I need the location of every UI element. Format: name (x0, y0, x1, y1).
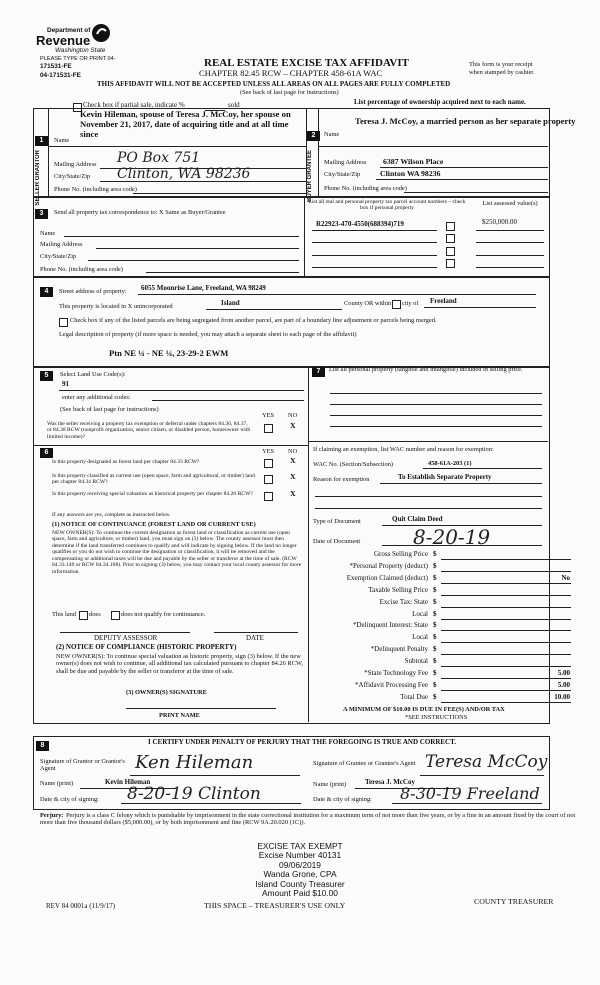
forest-question: Is this property designated as forest land per chapter 84.33 RCW? (52, 459, 200, 465)
segregated-checkbox[interactable] (59, 318, 68, 327)
stamp-line: Excise Number 40131 (258, 850, 342, 861)
personal-prop-checkbox-2[interactable] (446, 234, 455, 243)
section-5-badge: 5 (40, 371, 53, 381)
form-title: REAL ESTATE EXCISE TAX AFFIDAVIT (204, 57, 409, 69)
fee-label: Gross Selling Price (373, 550, 428, 558)
legal-label: Legal description of property (if more space is needed, you may attach a separate sheet to each page of the affidavit) (59, 331, 357, 338)
seller-name-value[interactable]: Kevin Hileman, spouse of Teresa J. McCoy, her spouse on November 21, 2017, date of acquiring title and at all time since (80, 109, 291, 139)
dept-of-text: Department of (47, 27, 91, 34)
rev-number: REV 84 0001a (11/9/17) (46, 902, 116, 910)
state-text: Washington State (55, 47, 106, 54)
section-3-badge: 3 (35, 209, 48, 219)
does-label: does (89, 611, 101, 618)
form-chapter: CHAPTER 82.45 RCW – CHAPTER 458-61A WAC (199, 68, 383, 78)
land-use-value[interactable]: 91 (62, 380, 69, 388)
grantor-signature[interactable]: Ken Hileman (135, 752, 254, 773)
buyer-name-label: Name (324, 131, 340, 138)
grantee-signature[interactable]: Teresa McCoy (425, 752, 548, 772)
fee-dollar-sign: $ (433, 645, 437, 654)
buyer-city-value[interactable]: Clinton WA 98236 (380, 169, 441, 178)
fee-value[interactable]: No (561, 573, 570, 582)
fee-dollar-sign: $ (433, 669, 437, 677)
minimum-due-note: A MINIMUM OF $10.00 IS DUE IN FEE(S) AND/OR TAX (343, 706, 505, 713)
exemption-yes-checkbox[interactable] (264, 424, 273, 433)
s6-yes-header: YES (262, 448, 275, 455)
does-checkbox[interactable] (79, 611, 88, 620)
grantee-name[interactable]: Teresa J. McCoy (365, 778, 415, 786)
wac-value[interactable]: 458-61A-203 (1) (428, 460, 472, 467)
historic-yes-checkbox[interactable] (264, 492, 273, 501)
personal-prop-checkbox-1[interactable] (446, 222, 455, 231)
s3-phone-label: Phone No. (including area code) (40, 266, 123, 273)
buyer-phone-label: Phone No. (including area code) (324, 185, 407, 192)
s5-see-back: (See back of last page for instructions) (60, 406, 159, 413)
does-not-checkbox[interactable] (111, 611, 120, 620)
revenue-logo-text: Revenue (36, 33, 91, 48)
reason-label: Reason for exemption (313, 476, 370, 483)
fee-label: Local (412, 633, 428, 642)
current-use-yes-checkbox[interactable] (264, 475, 273, 484)
if-yes-note: If any answers are yes, complete as instructed below. (52, 512, 171, 518)
fee-label: *Affidavit Processing Fee (355, 680, 428, 689)
fee-label: Local (412, 609, 428, 618)
fee-dollar-sign: $ (433, 692, 437, 701)
treasurer-stamp (200, 842, 400, 899)
notice1-body: NEW OWNER(S): To continue the current designation as forest land or classification as current use (open space, farm and agriculture, or timber) land, you must sign on (3) below. The county assessor must then determine if the land transferred continues to qualify and will indicate by signing below. If the land no longer qualifies or you do not wish to continue the designation or classification, it will be removed and the compensating or additional taxes will be due and payable by the seller or transferor at the time of sale. (RCW 84.33.140 or RCW 84.34.108). Prior to signing (3) below, you may contact your local county assessor for more information. (52, 530, 302, 575)
send-correspondence-label: Send all property tax correspondence to: X Same as Buyer/Grantee (54, 209, 226, 216)
form-code-2: 04-171531-FE (40, 72, 81, 79)
see-instructions-note: *SEE INSTRUCTIONS (405, 714, 468, 721)
parcel-header: List all real and personal property tax parcel account numbers – check box if personal property (308, 199, 466, 212)
assessed-header: List assessed value(s) (482, 200, 538, 207)
grantor-date-label: Date & city of signing: (40, 796, 99, 803)
claim-exemption-label: If claiming an exemption, list WAC number and reason for exemption: (313, 446, 494, 453)
deputy-date-label: DATE (246, 634, 264, 642)
parcel-value[interactable]: R22923-470-4550(688394)719 (316, 220, 404, 228)
reason-value[interactable]: To Establish Separate Property (398, 473, 492, 481)
fee-label: *Delinquent Penalty (370, 645, 428, 654)
city-of-label: city of (402, 300, 419, 307)
fee-label: Taxable Selling Price (368, 585, 428, 594)
treasurer-space-label: THIS SPACE – TREASURER'S USE ONLY (204, 901, 346, 910)
stamp-line: Island County Treasurer (255, 878, 345, 889)
forest-yes-checkbox[interactable] (264, 459, 273, 468)
fee-dollar-sign: $ (433, 561, 437, 570)
street-value[interactable]: 6055 Moonrise Lane, Freeland, WA 98249 (141, 284, 266, 292)
seller-city-value[interactable]: Clinton, WA 98236 (117, 166, 251, 182)
doc-type-label: Type of Document (313, 518, 361, 525)
stamp-line: EXCISE TAX EXEMPT (257, 841, 343, 851)
s6-no-header: NO (288, 448, 298, 455)
stamp-line: Wanda Grone, CPA (263, 869, 337, 880)
doc-date-value[interactable]: 8-20-19 (413, 525, 491, 549)
fee-dollar-sign: $ (433, 550, 437, 558)
county-treasurer-label: COUNTY TREASURER (474, 897, 554, 906)
receipt-note-2: when stamped by cashier. (469, 69, 535, 76)
sold-label: sold (228, 101, 240, 109)
fee-label: Excise Tax: State (379, 597, 428, 606)
notice2-title: (2) NOTICE OF COMPLIANCE (HISTORIC PROPERTY) (56, 643, 237, 651)
street-label: Street address of property: (59, 288, 127, 295)
exemption-answer[interactable]: X (290, 421, 296, 430)
stamp-line: Amount Paid $10.00 (262, 888, 338, 899)
seller-mailing-label: Mailing Address (54, 161, 97, 168)
s3-name-label: Name (40, 230, 56, 237)
s3-mailing-label: Mailing Address (40, 241, 83, 248)
fee-label: Subtotal (404, 657, 428, 666)
fee-label: *Personal Property (deduct) (349, 561, 428, 570)
wac-label: WAC No. (Section/Subsection) (313, 461, 394, 468)
assessed-value[interactable]: $250,000.00 (482, 218, 517, 226)
section-7-badge: 7 (312, 367, 325, 377)
county-value[interactable]: Island (221, 299, 240, 307)
grantee-date-label: Date & city of signing: (313, 796, 372, 803)
print-name-label: PRINT NAME (159, 712, 200, 719)
dor-logo-icon (91, 22, 111, 44)
fee-value[interactable]: 5.00 (557, 680, 570, 689)
fee-dollar-sign: $ (433, 657, 437, 666)
section-1-badge: 1 (35, 136, 48, 146)
s3-city-label: City/State/Zip (40, 253, 77, 260)
historic-question: Is this property receiving special valuation as historical property per chapter 84.26 RCW? (52, 491, 253, 497)
buyer-side-label: BUYER GRANTEE (307, 150, 313, 203)
grantee-name-label: Name (print) (313, 781, 347, 788)
buyer-name-value[interactable]: Teresa J. McCoy, a married person as her separate property (355, 116, 576, 126)
grantor-name[interactable]: Kevin Hileman (105, 778, 151, 786)
please-type-text: PLEASE TYPE OR PRINT 04- (40, 56, 116, 62)
fee-dollar-sign: $ (433, 609, 437, 618)
located-label: This property is located in X unincorporated (59, 303, 173, 310)
seller-phone-label: Phone No. (including area code) (54, 186, 137, 193)
seller-city-label: City/State/Zip (54, 173, 91, 180)
city-of-checkbox[interactable] (392, 300, 401, 309)
grantor-date[interactable]: 8-20-19 Clinton (127, 784, 261, 804)
does-not-label: does not qualify for continuance. (121, 611, 206, 618)
section-6-badge: 6 (40, 448, 53, 458)
additional-codes-label: enter any additional codes: (62, 394, 131, 401)
historic-answer[interactable]: X (290, 489, 296, 498)
seller-name-label: Name (54, 137, 70, 144)
city-value[interactable]: Freeland (430, 297, 457, 305)
seller-side-label: SELLER GRANTOR (35, 150, 41, 206)
county-or-within-label: County OR within (344, 300, 392, 307)
fee-dollar-sign: $ (433, 680, 437, 689)
forest-answer[interactable]: X (290, 456, 296, 465)
grantor-name-label: Name (print) (40, 780, 74, 787)
stamp-line: 09/06/2019 (279, 859, 321, 870)
section-8-badge: 8 (36, 741, 49, 751)
personal-prop-checkbox-4[interactable] (446, 259, 455, 268)
fee-dollar-sign: $ (433, 621, 437, 630)
fee-dollar-sign: $ (433, 597, 437, 606)
certify-statement: I CERTIFY UNDER PENALTY OF PERJURY THAT THE FOREGOING IS TRUE AND CORRECT. (148, 738, 457, 746)
s5-no-header: NO (288, 412, 298, 419)
current-use-answer[interactable]: X (290, 472, 296, 481)
owner-signature-label: (3) OWNER(S) SIGNATURE (126, 689, 207, 696)
exemption-question: Was the seller receiving a property tax exemption or deferral under chapters 84.36, 84.37, or 84.38 RCW (nonprofit organization, senior citizen, or disabled person, homeowner with limited income)? (47, 421, 251, 440)
ownership-note: List percentage of ownership acquired next to each name. (354, 98, 526, 106)
seller-mailing-value[interactable]: PO Box 751 (117, 150, 201, 166)
fee-dollar-sign: $ (433, 585, 437, 594)
fee-label: Exemption Claimed (deduct) (346, 573, 428, 582)
section-4-badge: 4 (40, 287, 53, 297)
s5-yes-header: YES (262, 412, 275, 419)
buyer-city-label: City/State/Zip (324, 171, 361, 178)
grantee-date[interactable]: 8-30-19 Freeland (400, 784, 540, 803)
legal-value[interactable]: Ptn NE ¼ - NE ¼, 23-29-2 EWM (109, 348, 229, 358)
fee-value[interactable]: 10.00 (554, 692, 570, 701)
fee-dollar-sign: $ (433, 633, 437, 642)
doc-type-value[interactable]: Quit Claim Deed (392, 515, 443, 523)
doc-date-label: Date of Document (313, 538, 361, 545)
perjury-label: Perjury: (40, 812, 64, 819)
notice1-title: (1) NOTICE OF CONTINUANCE (FOREST LAND OR CURRENT USE) (52, 521, 256, 528)
personal-property-label: List all personal property (tangible and intangible) included in selling price. (329, 366, 523, 373)
segregated-label: Check box if any of the listed parcels are being segregated from another parcel, are part of a boundary line adjustment or parcels being merged. (70, 317, 437, 324)
notice2-body: NEW OWNER(S): To continue special valuation as historic property, sign (3) below. If the new owner(s) does not wish to continue, all additional tax calculated pursuant to chapter 84.26 RCW, shall be due and payable by the seller or transferor at the time of sale. (56, 653, 303, 675)
current-use-question: Is this property classified as current use (open space, farm and agricultural, or timber) land per chapter 84.34 RCW? (52, 473, 255, 486)
perjury-text: Perjury is a class C felony which is punishable by imprisonment in the state correctional institution for a maximum term of not more than five years, or by a fine in an amount fixed by the court of not more than five thousand dollars ($5,000.00), or by both imprisonment and fine (RCW 9A.20.020 (1C)). (40, 812, 576, 827)
grantor-signature-label: Signature of Grantor or Grantor's Agent (40, 758, 125, 773)
form-code-1: 171531-FE (40, 63, 72, 70)
fee-value[interactable]: 5.00 (557, 669, 570, 677)
personal-prop-checkbox-3[interactable] (446, 247, 455, 256)
warning-text: THIS AFFIDAVIT WILL NOT BE ACCEPTED UNLESS ALL AREAS ON ALL PAGES ARE FULLY COMPLETED (97, 80, 451, 88)
buyer-mailing-value[interactable]: 6387 Wilson Place (383, 157, 444, 166)
section-2-badge: 2 (307, 131, 320, 141)
fee-label: Total Due (400, 692, 428, 701)
receipt-note-1: This form is your receipt (469, 61, 533, 68)
partial-sale-label: Check box if partial sale, indicate % (83, 101, 185, 109)
fee-label: *State Technology Fee (364, 669, 428, 677)
this-land-label: This land (52, 611, 76, 618)
fee-label: *Delinquent Interest: State (352, 621, 428, 630)
fee-dollar-sign: $ (433, 573, 437, 582)
deputy-assessor-label: DEPUTY ASSESSOR (94, 634, 158, 642)
land-use-label: Select Land Use Code(s): (60, 371, 126, 378)
see-back-text: (See back of last page for instructions) (240, 89, 339, 96)
grantee-signature-label: Signature of Grantee or Grantee's Agent (313, 760, 416, 767)
buyer-mailing-label: Mailing Address (324, 159, 367, 166)
